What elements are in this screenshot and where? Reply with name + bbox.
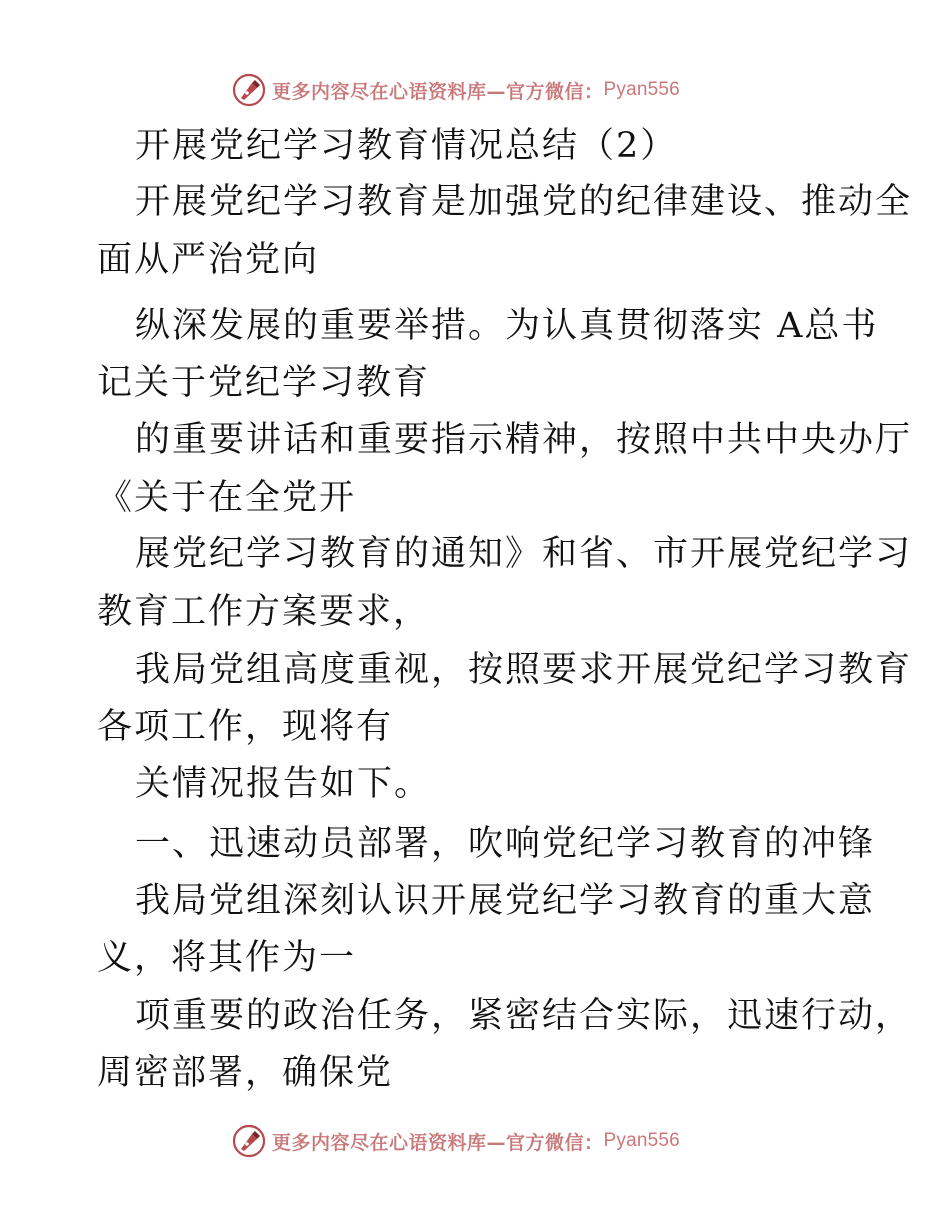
text-line: 周密部署，确保党 — [97, 1053, 394, 1093]
text-line: 各项工作，现将有 — [97, 707, 394, 747]
text-line: 纵深发展的重要举措。为认真贯彻落实 A总书 — [135, 306, 879, 346]
text-line: 的重要讲话和重要指示精神，按照中共中央办厅 — [135, 420, 913, 460]
text-line: 义，将其作为一 — [97, 938, 357, 978]
watermark-wechat-id: Pyan556 — [603, 1130, 680, 1151]
text-line: 教育工作方案要求， — [97, 592, 431, 632]
text-line: 记关于党纪学习教育 — [97, 363, 431, 403]
pen-nib-logo-icon — [232, 1124, 266, 1158]
text-line: 项重要的政治任务，紧密结合实际，迅速行动， — [135, 996, 913, 1036]
text-line: 面从严治党向 — [97, 240, 320, 280]
text-line: 我局党组深刻认识开展党纪学习教育的重大意 — [135, 881, 876, 921]
text-line: 我局党组高度重视，按照要求开展党纪学习教育 — [135, 650, 913, 690]
text-line: 展党纪学习教育的通知》和省、市开展党纪学习 — [135, 534, 913, 574]
text-line: 关情况报告如下。 — [135, 764, 432, 804]
document-title: 开展党纪学习教育情况总结（2） — [135, 126, 678, 166]
text-line: 《关于在全党开 — [97, 478, 357, 518]
section-heading: 一、迅速动员部署，吹响党纪学习教育的冲锋 — [135, 824, 876, 864]
watermark-text: 更多内容尽在心语资料库—官方微信： — [272, 80, 604, 103]
watermark-text: 更多内容尽在心语资料库—官方微信： — [272, 1131, 604, 1154]
watermark-footer — [232, 1123, 680, 1159]
watermark-wechat-id: Pyan556 — [603, 79, 680, 100]
text-line: 开展党纪学习教育是加强党的纪律建设、推动全 — [135, 182, 913, 222]
